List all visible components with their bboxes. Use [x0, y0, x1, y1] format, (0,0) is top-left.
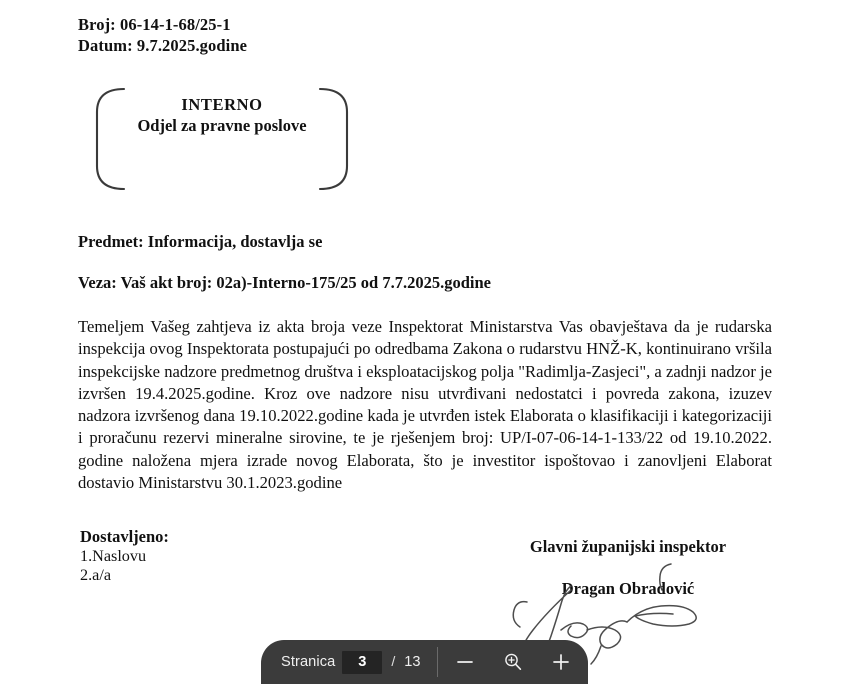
body-paragraph: Temeljem Vašeg zahtjeva iz akta broja veze Inspektorat Ministarstva Vas obavještava da je rudarska inspekcija ovog Inspektorata postupajući po odredbama Zakona o rudarstvu HNŽ-K, kontinuirano vršila inspekcijske nadzore predmetnog društva i eksploatacijskog polja "Radimlja-Zasjeci", a zadnji nadzor je izvršen 19.4.2025.godine. Kroz ove nadzore nisu utvrđivani nedostatci i povreda zakona, izuzev nadzora izvršenog dana 19.10.2022.godine kada je utvrđen istek Elaborata o klasifikaciji i kategorizaciji i proračunu rezervi mineralne sirovine, te je rješenjem broj: UP/I-07-06-14-1-133/22 od 19.10.2022. godine naložena mjera izrade novog Elaborata, što je investitor ispoštovao i zanovljeni Elaborat dostavio Ministarstvu 30.1.2023.godine: [78, 317, 772, 493]
interno-stamp-subtitle: Odjel za pravne poslove: [137, 116, 307, 135]
document-content-area: [78, 0, 778, 684]
delivery-block: [80, 527, 169, 586]
signature-block: [478, 537, 778, 599]
zoom-out-button[interactable]: [442, 642, 488, 682]
zoom-in-button[interactable]: [538, 642, 584, 682]
delivery-item: 1.Naslovu: [80, 546, 147, 565]
minus-icon: [455, 652, 475, 672]
interno-stamp-title: INTERNO: [181, 95, 263, 114]
document-date: Datum: 9.7.2025.godine: [78, 36, 248, 55]
signatory-name: Dragan Obradović: [561, 579, 695, 598]
magnifier-plus-icon: [502, 651, 524, 673]
interno-stamp-box: [90, 86, 354, 192]
signatory-role: Glavni županijski inspektor: [529, 537, 727, 556]
delivery-item: 2.a/a: [80, 566, 112, 584]
subject-line: Predmet: Informacija, dostavlja se: [78, 232, 323, 251]
document-header: [78, 14, 247, 56]
zoom-level-button[interactable]: [490, 642, 536, 682]
zoom-controls-group: [442, 640, 584, 684]
document-number: Broj: 06-14-1-68/25-1: [78, 15, 231, 34]
pdf-viewer-toolbar: [261, 640, 588, 684]
page-navigation-group: [265, 640, 421, 684]
delivery-title: Dostavljeno:: [80, 527, 169, 546]
page-separator: /: [391, 654, 396, 670]
interno-stamp-text: [90, 94, 354, 136]
page-label: Stranica: [281, 654, 336, 670]
plus-icon: [551, 652, 571, 672]
page-total-count: 13: [404, 654, 421, 670]
page-number-input[interactable]: 3: [342, 651, 382, 674]
reference-line: Veza: Vaš akt broj: 02a)-Interno-175/25 od 7.7.2025.godine: [78, 273, 491, 292]
